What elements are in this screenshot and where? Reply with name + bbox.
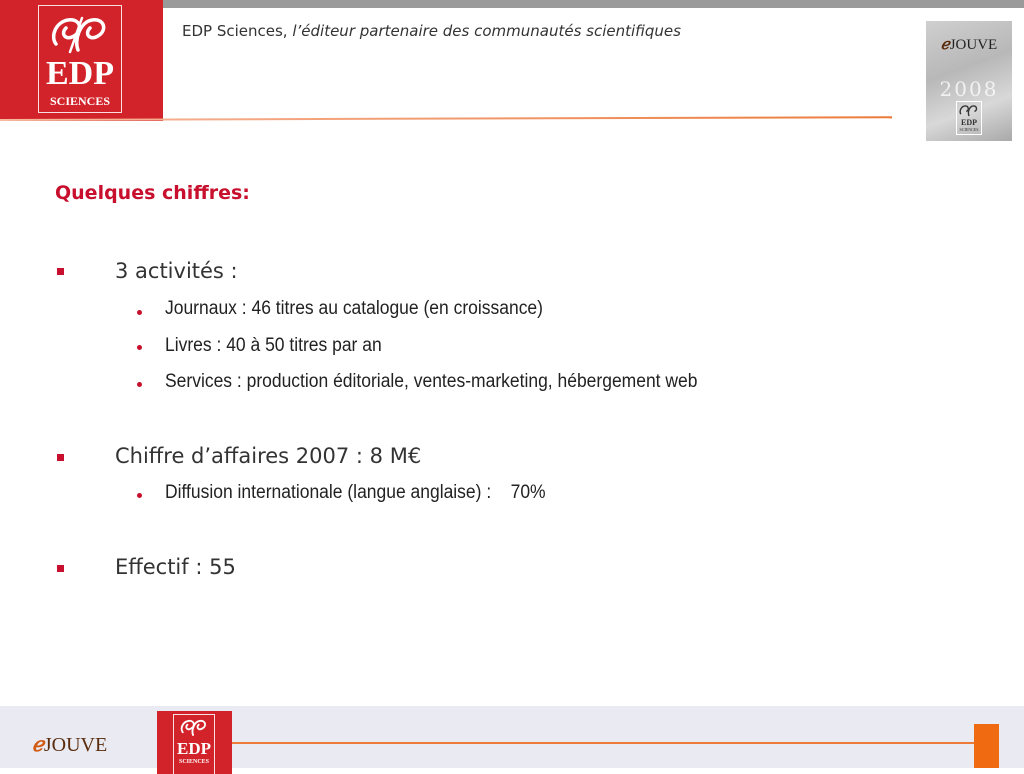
footer-edp-word: EDP [177,739,211,758]
logo-subword: SCIENCES [49,94,111,108]
dot-bullet-icon [137,345,142,350]
sub-item-distribution: Diffusion internationale (langue anglaise) : 70% [165,482,546,503]
edp-sciences-logo [0,0,163,121]
logo-word: EDP [46,55,114,92]
sub-item-services: Services : production éditoriale, ventes-marketing, hébergement web [165,371,698,392]
mini-edp-sub: SCIENCES [959,127,979,132]
square-bullet-icon [57,268,64,275]
jouve-j-icon: ℯ [32,734,44,756]
dot-bullet-icon [137,382,142,387]
list-item-staff: Effectif : 55 [115,555,236,579]
footer-edp-sub: SCIENCES [178,759,209,765]
footer-jouve-word: JOUVE [43,734,108,756]
tagline-italic: l’éditeur partenaire des communautés scientifiques [287,22,681,40]
footer-edp-mark-icon [179,718,209,738]
sub-item-books: Livres : 40 à 50 titres par an [165,335,382,356]
square-bullet-icon [57,454,64,461]
mini-edp-mark-icon [958,104,980,117]
mini-edp-logo [956,101,982,135]
footer-accent-block [974,724,999,768]
footer-divider [232,742,974,744]
footer [0,706,1024,768]
logo-year: 2008 [939,77,999,101]
jouve-logo-word [926,35,1012,54]
jouve-word-text: JOUVE [949,37,998,53]
footer-edp-logo [157,711,232,774]
list-item-activities: 3 activités : [115,259,238,283]
square-bullet-icon [57,565,64,572]
tagline-main: EDP Sciences, [182,22,288,40]
jouve-2008-logo [926,21,1012,141]
sub-item-journals: Journaux : 46 titres au catalogue (en croissance) [165,298,543,319]
dot-bullet-icon [137,310,142,315]
edp-mark-icon [48,14,112,56]
mini-edp-word: EDP [961,118,977,127]
list-item-revenue: Chiffre d’affaires 2007 : 8 M€ [115,444,422,468]
section-title: Quelques chiffres: [55,182,250,204]
page-tagline [182,22,681,40]
footer-jouve-logo [32,732,107,757]
dot-bullet-icon [137,493,142,498]
jouve-j-icon: ℯ [940,37,950,53]
